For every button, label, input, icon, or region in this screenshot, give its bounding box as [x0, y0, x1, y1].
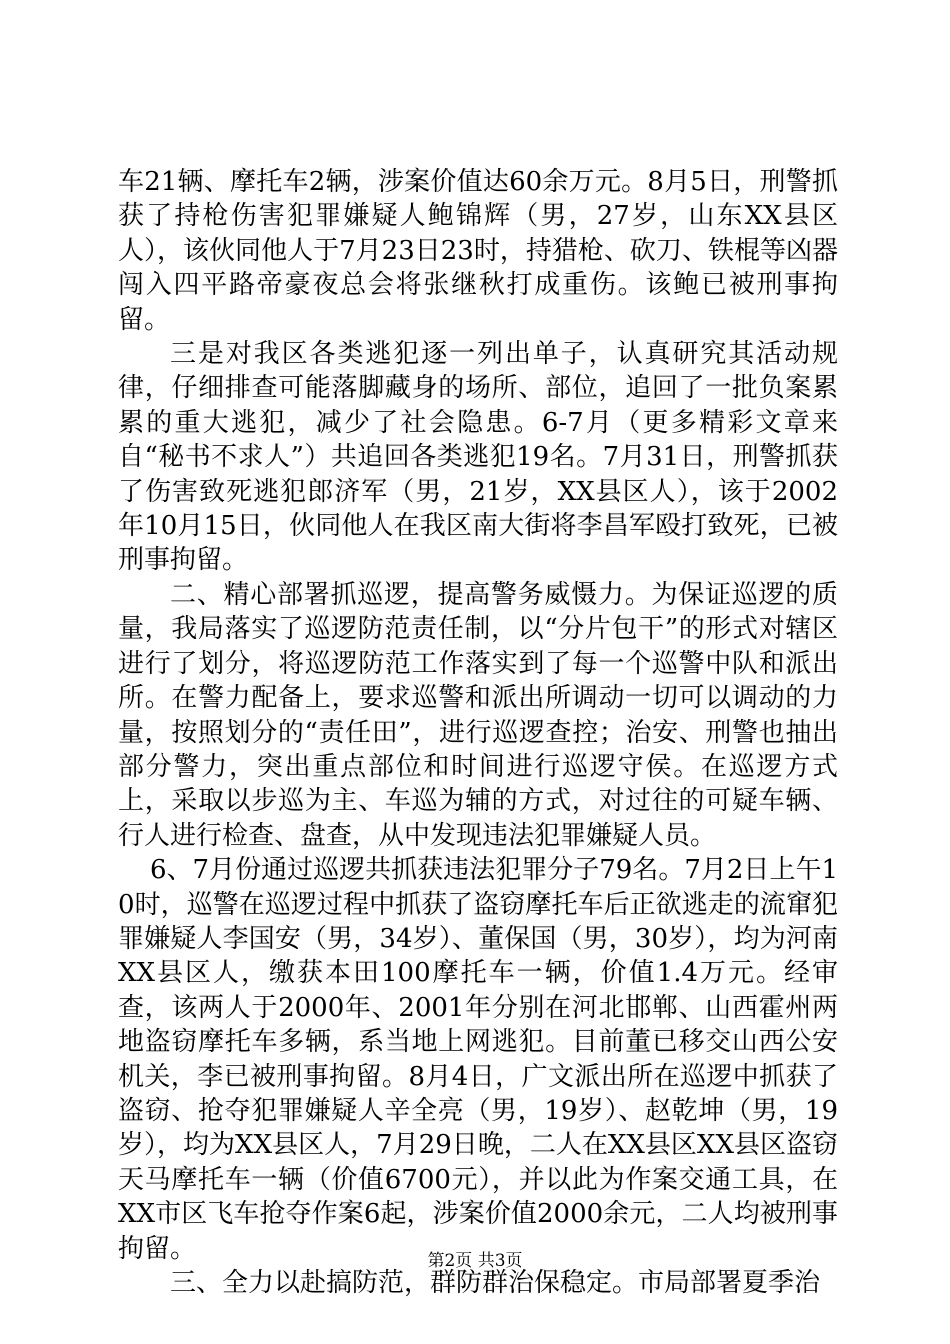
- paragraph-3: 二、精心部署抓巡逻，提高警务威慑力。为保证巡逻的质量，我局落实了巡逻防范责任制，以“分片包干”的形式对辖区进行了划分，将巡逻防范工作落实到了每一个巡警中队和派出所。在警力配备上，要求巡警和派出所调动一切可以调动的力量，按照划分的“责任田”，进行巡逻查控；治安、刑警也抽出部分警力，突出重点部位和时间进行巡逻守侯。在巡逻方式上，采取以步巡为主、车巡为辅的方式，对过往的可疑车辆、行人进行检查、盘查，从中发现违法犯罪嫌疑人员。: [118, 579, 838, 851]
- paragraph-1: 车21辆、摩托车2辆，涉案价值达60余万元。8月5日，刑警抓获了持枪伤害犯罪嫌疑人鲍锦辉（男，27岁，山东XX县区人），该伙同他人于7月23日23时，持猎枪、砍刀、铁棍等凶器闯入四平路帝豪夜总会将张继秋打成重伤。该鲍已被刑事拘留。: [118, 167, 838, 335]
- document-body: [118, 165, 838, 1300]
- paragraph-2: 三是对我区各类逃犯逐一列出单子，认真研究其活动规律，仔细排查可能落脚藏身的场所、部位，追回了一批负案累累的重大逃犯，减少了社会隐患。6-7月（更多精彩文章来自“秘书不求人”）共追回各类逃犯19名。7月31日，刑警抓获了伤害致死逃犯郎济军（男，21岁，XX县区人），该于2002年10月15日，伙同他人在我区南大街将李昌军殴打致死，已被刑事拘留。: [118, 339, 838, 576]
- paragraph-5: 三、全力以赴搞防范，群防群治保稳定。市局部署夏季治: [170, 1268, 821, 1298]
- paragraph-4: 6、7月份通过巡逻共抓获违法犯罪分子79名。7月2日上午10时，巡警在巡逻过程中抓获了盗窃摩托车后正欲逃走的流窜犯罪嫌疑人李国安（男，34岁）、董保国（男，30岁），均为河南XX县区人，缴获本田100摩托车一辆，价值1.4万元。经审查，该两人于2000年、2001年分别在河北邯郸、山西霍州两地盗窃摩托车多辆，系当地上网逃犯。目前董已移交山西公安机关，李已被刑事拘留。8月4日，广文派出所在巡逻中抓获了盗窃、抢夺犯罪嫌疑人辛全亮（男，19岁）、赵乾坤（男，19岁），均为XX县区人，7月29日晚，二人在XX县区XX县区盗窃天马摩托车一辆（价值6700元），并以此为作案交通工具，在XX市区飞车抢夺作案6起，涉案价值2000余元，二人均被刑事拘留。: [118, 855, 838, 1264]
- page-footer: 第2页 共3页: [427, 1251, 523, 1271]
